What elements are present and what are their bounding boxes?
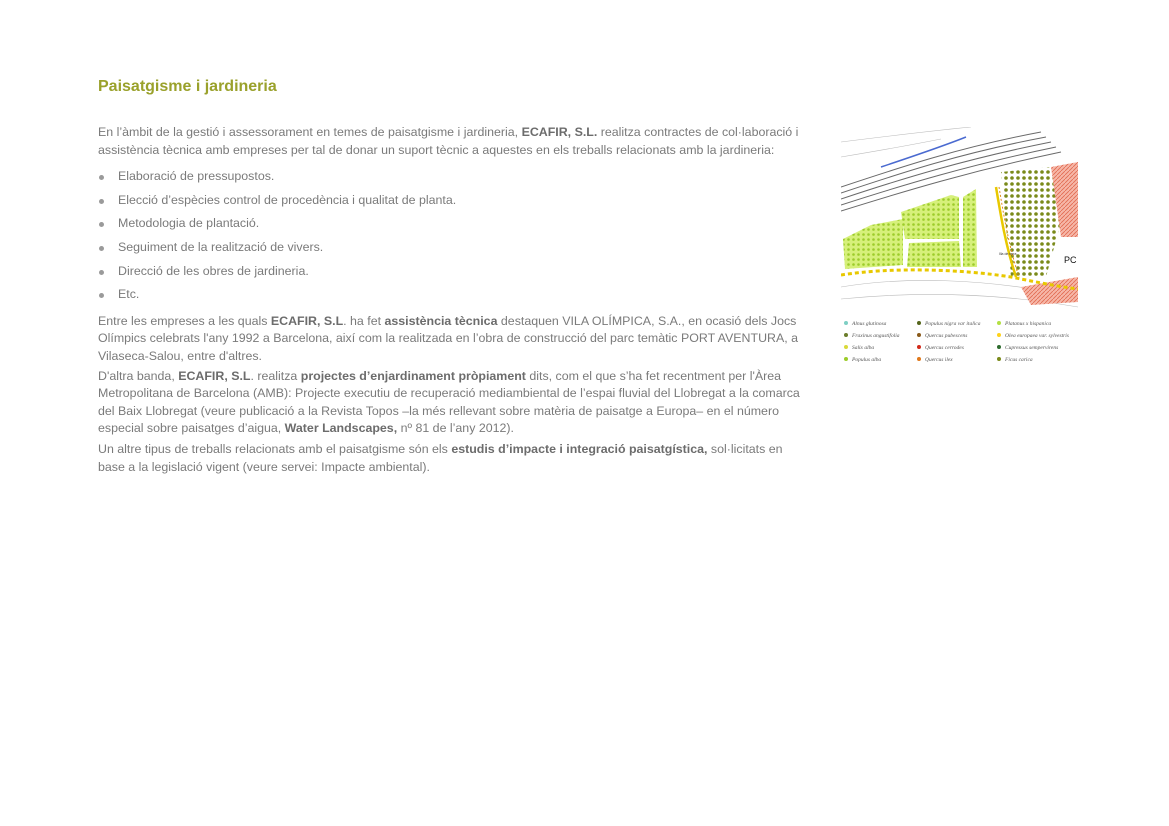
text-run: sol·licitats en base a la legislació vigent (veure servei: Impacte ambiental).	[98, 441, 783, 474]
legend-swatch	[917, 345, 921, 349]
landscape-plan-map	[841, 127, 1078, 367]
company-name: ECAFIR, S.L	[270, 313, 344, 328]
list-item: Seguiment de la realització de vivers.	[98, 236, 810, 260]
legend-label: Quercus cerrodes	[925, 345, 964, 351]
intro-text-1: En l’àmbit de la gestió i assessorament en temes de paisatgisme i jardineria,	[98, 125, 522, 139]
page-title: Paisatgisme i jardineria	[98, 78, 277, 95]
text-run: . ha fet	[343, 313, 385, 328]
legend-label: Quercus ilex	[925, 357, 953, 363]
bold-term: estudis d’impacte i integració paisatgística,	[451, 441, 708, 456]
bold-term: projectes d’enjardinament pròpiament	[300, 368, 526, 383]
legend-label: Fraxinus angustifolia	[852, 333, 900, 339]
list-item: Etc.	[98, 283, 810, 307]
list-item: Direcció de les obres de jardineria.	[98, 260, 810, 284]
legend-swatch	[917, 321, 921, 325]
legend-swatch	[997, 357, 1001, 361]
list-item: Metodologia de plantació.	[98, 212, 810, 236]
legend-label: Platanus x hispanica	[1005, 321, 1052, 327]
text-run: D'altra banda,	[98, 368, 179, 383]
map-small-label: Illa de terra	[999, 252, 1017, 256]
projects-paragraph	[98, 368, 810, 438]
map-label: PC	[1064, 255, 1077, 265]
text-run: Un altre tipus de treballs relacionats amb el paisatgisme són els	[98, 441, 452, 456]
legend-label: Salix alba	[852, 345, 875, 351]
landscape-plan-figure	[841, 127, 1078, 367]
map-legend	[844, 321, 1069, 363]
text-run: . realitza	[250, 368, 301, 383]
services-list	[98, 165, 810, 307]
legend-swatch	[844, 357, 848, 361]
legend-label: Ficus carica	[1005, 357, 1033, 363]
legend-swatch	[997, 345, 1001, 349]
legend-label: Alnus glutinosa	[852, 321, 887, 327]
company-name: ECAFIR, S.L	[178, 368, 251, 383]
legend-swatch	[844, 345, 848, 349]
legend-swatch	[997, 333, 1001, 337]
intro-text-2: realitza contractes de col·laboració i assistència tècnica amb empreses per tal de donar un suport tècnic a aquestes en els treballs relacionats amb la jardineria:	[98, 125, 799, 157]
list-item: Elecció d’espècies control de procedència i qualitat de planta.	[98, 189, 810, 213]
list-item: Elaboració de pressupostos.	[98, 165, 810, 189]
legend-swatch	[917, 357, 921, 361]
legend-label: Populus nigra var italica	[925, 321, 981, 327]
technical-assistance-paragraph	[98, 313, 810, 366]
bold-term: Water Landscapes,	[284, 421, 398, 436]
text-run: nº 81 de l’any 2012).	[397, 421, 514, 436]
legend-label: Populus alba	[852, 357, 882, 363]
legend-label: Cupressus sempervirens	[1005, 345, 1059, 351]
legend-swatch	[917, 333, 921, 337]
bold-term: assistència tècnica	[384, 313, 498, 328]
legend-swatch	[844, 321, 848, 325]
intro-paragraph	[98, 124, 810, 159]
text-run: Entre les empreses a les quals	[98, 313, 271, 328]
legend-label: Quercus pubescens	[925, 333, 968, 339]
main-text	[98, 124, 810, 476]
text-run: dits, com el que s’ha fet recentment per l'Àrea Metropolitana de Barcelona (AMB): Projecte executiu de recuperació mediambiental de l’espai fluvial del Llobregat a la comarca del Baix Llobregat (veure publicació a la Revista Topos –la més rellevant sobre matèria de paisatge a Europa– en el número especial sobre paisatges d’aigua,	[98, 368, 800, 436]
text-run: destaquen VILA OLÍMPICA, S.A., en ocasió dels Jocs Olímpics celebrats l'any 1992 a Barcelona, així com la realitzada en l’obra de construcció del parc temàtic PORT AVENTURA, a Vilaseca-Salou, entre d'altres.	[98, 313, 799, 363]
legend-label: Olea europaea var. sylvestris	[1005, 333, 1069, 339]
legend-swatch	[844, 333, 848, 337]
company-name: ECAFIR, S.L.	[521, 125, 598, 139]
impact-paragraph	[98, 441, 810, 476]
legend-swatch	[997, 321, 1001, 325]
